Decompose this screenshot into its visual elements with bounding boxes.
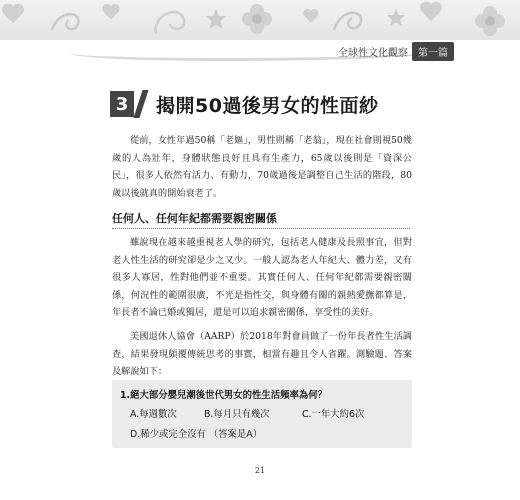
quiz-box	[112, 380, 412, 448]
heart-icon	[2, 4, 24, 26]
quiz-option-d: D.稀少或完全沒有 （答案是A）	[130, 429, 263, 440]
intro-paragraph: 從前，女性年過50稱「老嫗」，男性則稱「老翁」，現在社會則視50幾歲的人為壯年，身體狀態良好且具有生產力，65歲以後則是「資深公民」，很多人依然有活力、有動力，70歲過後是調整自己生活的階段，80歲以後就真的開始衰老了。	[112, 135, 412, 199]
swirl-icon	[48, 6, 88, 36]
swirl-icon	[150, 4, 190, 38]
swirl-icon	[330, 4, 370, 34]
heart-icon	[420, 2, 442, 24]
part-badge: 第一篇	[412, 42, 454, 61]
section-subheading: 任何人、任何年紀都需要親密關係	[112, 212, 277, 225]
subheading-divider	[112, 228, 410, 229]
quiz-option-c: C.一年大約6次	[302, 409, 365, 420]
heart-icon	[102, 4, 120, 22]
quiz-question: 1.絕大部分嬰兒潮後世代男女的性生活頻率為何？	[120, 390, 327, 401]
body-paragraph-1: 雖說現在越來越重視老人學的研究，包括老人健康及長照事宜，但對老人性生活的研究卻是少之又少。一般人認為老人年紀大、體力差，又有很多人寡居，性對他們並不重要。其實任何人、任何年紀都需要親密關係，何況性的範圍很廣，不光是指性交，與身體有關的親熱愛撫都算是，年長者不論已婚或獨居，還是可以追求親密關係，享受性的美好。	[112, 237, 412, 318]
quiz-option-b: B.每月只有幾次	[204, 409, 270, 420]
star-icon	[386, 8, 406, 28]
flower-icon	[470, 4, 510, 36]
flower-icon	[240, 2, 274, 36]
page-number: 21	[254, 466, 266, 475]
chapter-slash-mark	[133, 90, 148, 118]
star-icon	[205, 8, 227, 30]
chapter-heading	[110, 90, 378, 118]
heart-icon	[303, 9, 318, 24]
chapter-title: 揭開50過後男女的性面紗	[156, 94, 379, 117]
chapter-number: 3	[110, 91, 134, 117]
decorative-header-band	[0, 0, 520, 40]
body-paragraph-2: 美國退休人協會（AARP）於2018年對會員做了一份年長者性生活調查，結果發現頗覆傳統思考的事實，相當有趣且令人省躍。測驗題、答案及解說如下：	[112, 331, 412, 377]
quiz-option-a: A.每週數次	[130, 409, 177, 420]
book-title: 全球性文化觀察	[338, 48, 408, 59]
running-header	[338, 42, 454, 61]
